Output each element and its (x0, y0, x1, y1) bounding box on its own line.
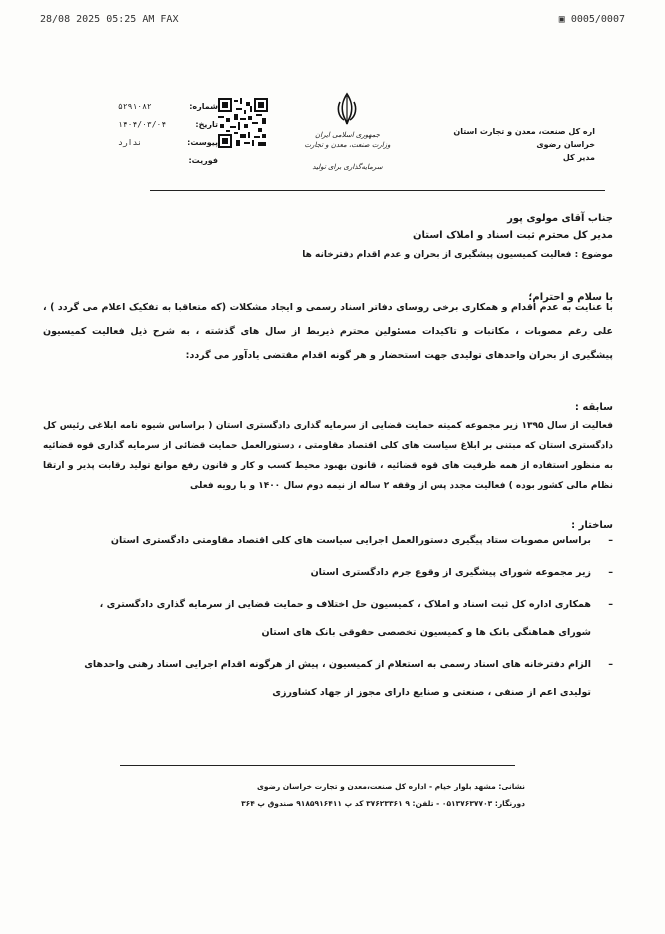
meta-date-value: ۱۴۰۴/۰۳/۰۴ (118, 120, 167, 129)
letter-meta (118, 98, 218, 170)
qr-code-icon (218, 98, 268, 148)
meta-priority-label: فوریت: (188, 156, 218, 165)
list-item: – براساس مصوبات ستاد پیگیری دستورالعمل اجرایی سیاست های کلی اقتصاد مقاومتی دادگستری استان (68, 527, 613, 555)
meta-number (118, 98, 218, 116)
sender-line2: مدیر کل (562, 153, 595, 162)
salutation: با سلام و احترام؛ (528, 292, 613, 303)
paragraph-intro: با عنایت به عدم اقدام و همکاری برخی روسای دفاتر اسناد رسمی و ایجاد مشکلات (که متعاقبا به تفکیک اعلام می گردد ) ، علی رغم مصوبات ، مکاتبات و تاکیدات مسئولین محترم ذیربط از سال های گذشته ، به شرح ذیل فعالیت کمیسیون پیشگیری از بحران واحدهای تولیدی جهت استحضار و هر گونه اقدام مقتضی یادآور می گردد: (43, 302, 613, 361)
header-divider (150, 190, 605, 191)
list-item: – همکاری اداره کل ثبت اسناد و املاک ، کمیسیون حل اختلاف و حمایت قضایی از سرمایه گذاری دادگستری ، شورای هماهنگی بانک ها و کمیسیون تخصصی حقوقی بانک های استان (68, 591, 613, 647)
meta-date-label: تاریخ: (195, 120, 218, 129)
footer-address: نشانی: مشهد بلوار خیام - اداره کل صنعت،معدن و تجارت خراسان رضوی (257, 782, 525, 791)
structure-list (68, 527, 613, 711)
iran-emblem-icon (335, 92, 359, 126)
footer-contact: دورنگار: ۰۵۱۳۷۶۳۷۷۰۳ - تلفن: ۹ ۳۷۶۲۳۳۶۱ کد پ ۹۱۸۵۹۱۶۴۱۱ صندوق پ ۳۶۴ (241, 799, 525, 808)
section-background-title: سابقه : (574, 402, 613, 413)
footer (125, 778, 525, 812)
fax-page-icon: ▣ (558, 14, 565, 25)
list-item: – الزام دفترخانه های اسناد رسمی به استعلام از کمیسیون ، پیش از هرگونه اقدام اجرایی اسناد رهنی واحدهای تولیدی اعم از صنفی ، صنعتی و صنایع دارای مجوز از جهاد کشاورزی (68, 651, 613, 707)
footer-divider (120, 765, 515, 766)
slogan: سرمایه‌گذاری برای تولید (312, 163, 383, 171)
meta-priority (118, 152, 218, 170)
emblem-line1: جمهوری اسلامی ایران (315, 131, 380, 139)
list-item: – زیر مجموعه شورای پیشگیری از وقوع جرم دادگستری استان (68, 559, 613, 587)
sender-header (430, 125, 595, 164)
meta-number-value: ۵۲۹۱۰۸۲ (118, 102, 152, 111)
recipient-title: مدیر کل محترم ثبت اسناد و املاک استان (412, 230, 613, 241)
sender-line1: اره کل صنعت، معدن و تجارت استان خراسان رضوی (453, 127, 595, 149)
meta-date (118, 116, 218, 134)
subject-line: موضوع : فعالیت کمیسیون پیشگیری از بحران و عدم اقدام دفترخانه ها (302, 250, 613, 260)
fax-header-right (559, 14, 625, 25)
paragraph-background: فعالیت از سال ۱۳۹۵ زیر مجموعه کمیته حمایت قضایی از سرمایه گذاری دادگستری استان ( براساس شیوه نامه ابلاغی رئیس کل دادگستری استان که مبتنی بر ابلاغ سیاست های کلی اقتصاد مقاومتی ، دستورالعمل حمایت قضائی از سرمایه گذاری قوه قضائیه به منظور استفاده از همه ظرفیت های قوه قضائیه ، قانون بهبود محیط کسب و کار و قانون رفع موانع تولید رقابت پذیر و ارتقا نظام مالی کشور بوده ) فعالیت مجدد پس از وقفه ۲ ساله از نیمه دوم سال ۱۴۰۰ و با رویه فعلی (43, 421, 614, 491)
meta-number-label: شماره: (189, 102, 218, 111)
fax-page-count: 0005/0007 (570, 14, 625, 25)
recipient (33, 210, 613, 244)
emblem-line2: وزارت صنعت، معدن و تجارت (304, 141, 391, 149)
section-structure-title: ساختار : (571, 520, 613, 531)
fax-header-left: 28/08 2025 05:25 AM FAX (40, 14, 179, 25)
emblem-caption (300, 130, 395, 150)
meta-attach-value: ندارد (118, 138, 143, 147)
meta-attach-label: پیوست: (187, 138, 218, 147)
recipient-name: جناب آقای مولوی پور (507, 213, 613, 224)
meta-attachment (118, 134, 218, 152)
